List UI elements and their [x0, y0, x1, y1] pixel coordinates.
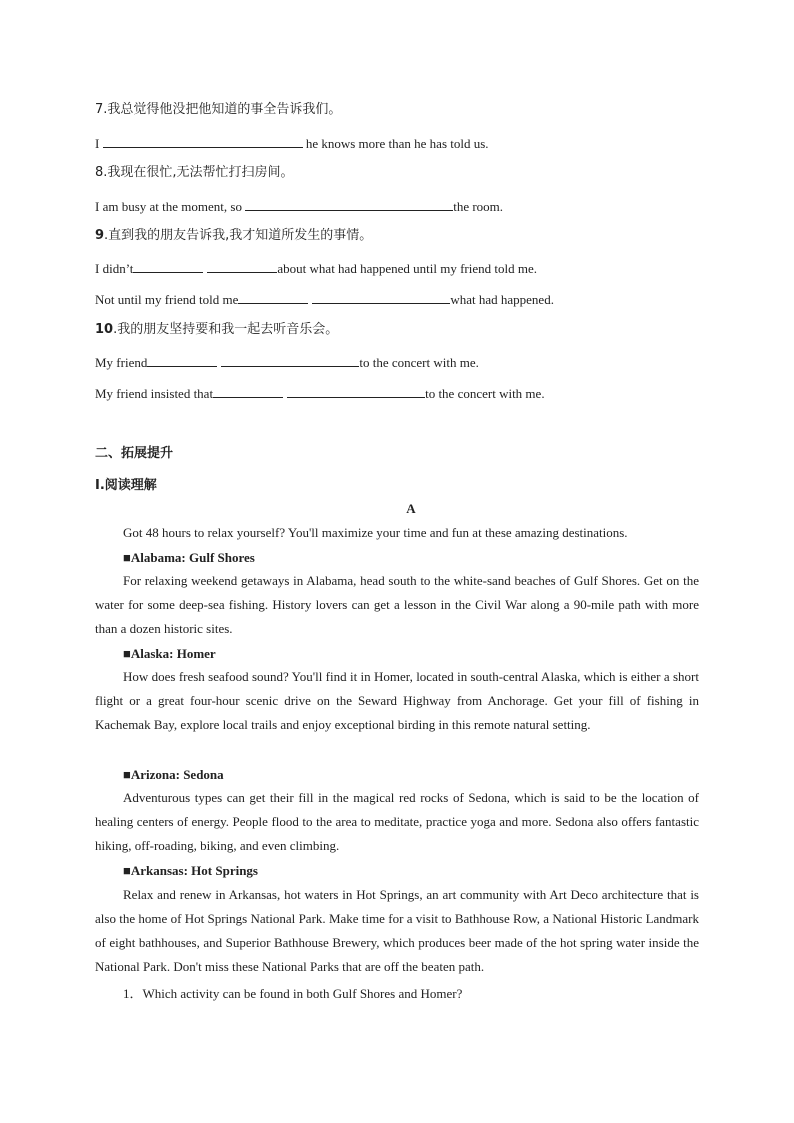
- q7-sentence: [95, 134, 489, 152]
- q10-number: 10: [95, 322, 114, 337]
- q10a-pre: My friend: [95, 355, 148, 370]
- section-subtitle: I.阅读理解: [95, 478, 157, 493]
- q9b-post: what had happened.: [450, 292, 554, 307]
- heading-homer: ■Alaska: Homer: [123, 646, 216, 661]
- q10-cn: .我的朋友坚持要和我一起去听音乐会。: [113, 322, 339, 337]
- q7-blank[interactable]: [103, 134, 303, 148]
- q8-blank[interactable]: [245, 197, 453, 211]
- q9-prompt: [95, 228, 372, 244]
- q7-pre: I: [95, 136, 100, 151]
- passage-intro: Got 48 hours to relax yourself? You'll maximize your time and fun at these amazing destinations.: [123, 525, 628, 540]
- q10a-blank-1[interactable]: [147, 353, 217, 367]
- q9-sentence-a: [95, 259, 537, 277]
- q7-post: he knows more than he has told us.: [305, 136, 489, 151]
- q9b-blank-2[interactable]: [312, 290, 450, 304]
- q10-sentence-b: [95, 384, 545, 402]
- q10a-blank-2[interactable]: [221, 353, 359, 367]
- q10-sentence-a: [95, 353, 479, 371]
- heading-hot-springs: ■Arkansas: Hot Springs: [123, 863, 258, 878]
- paragraph-hot-springs: Relax and renew in Arkansas, hot waters in Hot Springs, an art community with Art Deco architecture that is also the home of Hot Springs National Park. Make time for a visit to Bathhouse Row, a National Historic Landmark of eight bathhouses, and Superior Bathhouse Brewery, which produces beer made of the hot spring water inside the National Park. Don't miss these National Parks that are off the beaten path.: [95, 887, 699, 974]
- q10-prompt: [95, 322, 338, 338]
- q8-prompt: 8.我现在很忙,无法帮忙打扫房间。: [95, 165, 294, 180]
- q10b-blank-2[interactable]: [287, 384, 425, 398]
- q8-post: the room.: [453, 199, 504, 214]
- q8-pre: I am busy at the moment, so: [95, 199, 242, 214]
- q9b-pre: Not until my friend told me: [95, 292, 239, 307]
- q10b-blank-1[interactable]: [213, 384, 283, 398]
- question-1: 1．Which activity can be found in both Gulf Shores and Homer?: [123, 986, 463, 1001]
- q9-sentence-b: [95, 290, 554, 308]
- q9a-blank-1[interactable]: [133, 259, 203, 273]
- heading-sedona: ■Arizona: Sedona: [123, 767, 224, 782]
- q8-sentence: [95, 197, 503, 215]
- q10a-post: to the concert with me.: [359, 355, 479, 370]
- passage-label: A: [406, 501, 416, 516]
- heading-gulf-shores: ■Alabama: Gulf Shores: [123, 550, 255, 565]
- q9a-pre: I didn’t: [95, 261, 134, 276]
- section-title: 二、拓展提升: [95, 446, 174, 461]
- paragraph-homer: How does fresh seafood sound? You'll find it in Homer, located in south-central Alaska, which is either a short flight or a great four-hour scenic drive on the Seward Highway from Anchorage. Get your fill of fishing in Kachemak Bay, explore local trails and enjoy exceptional birding in this remote natural setting.: [95, 669, 699, 732]
- paragraph-gulf-shores: For relaxing weekend getaways in Alabama, head south to the white-sand beaches of Gulf Shores. Get on the water for some deep-sea fishing. History lovers can get a lesson in the Civil War along a 90-mile path with more than a dozen historic sites.: [95, 573, 699, 636]
- q9-number: 9: [95, 228, 105, 243]
- q10b-pre: My friend insisted that: [95, 386, 214, 401]
- q9-cn: .直到我的朋友告诉我,我才知道所发生的事情。: [104, 228, 373, 243]
- q9b-blank-1[interactable]: [238, 290, 308, 304]
- q9a-blank-2[interactable]: [207, 259, 277, 273]
- paragraph-sedona: Adventurous types can get their fill in the magical red rocks of Sedona, which is said to be the location of healing centers of energy. People flood to the area to meditate, practice yoga and more. Sedona also offers fantastic hiking, off-roading, biking, and even climbing.: [95, 790, 699, 853]
- q7-prompt: 7.我总觉得他没把他知道的事全告诉我们。: [95, 102, 342, 117]
- q9a-post: about what had happened until my friend told me.: [277, 261, 537, 276]
- q10b-post: to the concert with me.: [425, 386, 545, 401]
